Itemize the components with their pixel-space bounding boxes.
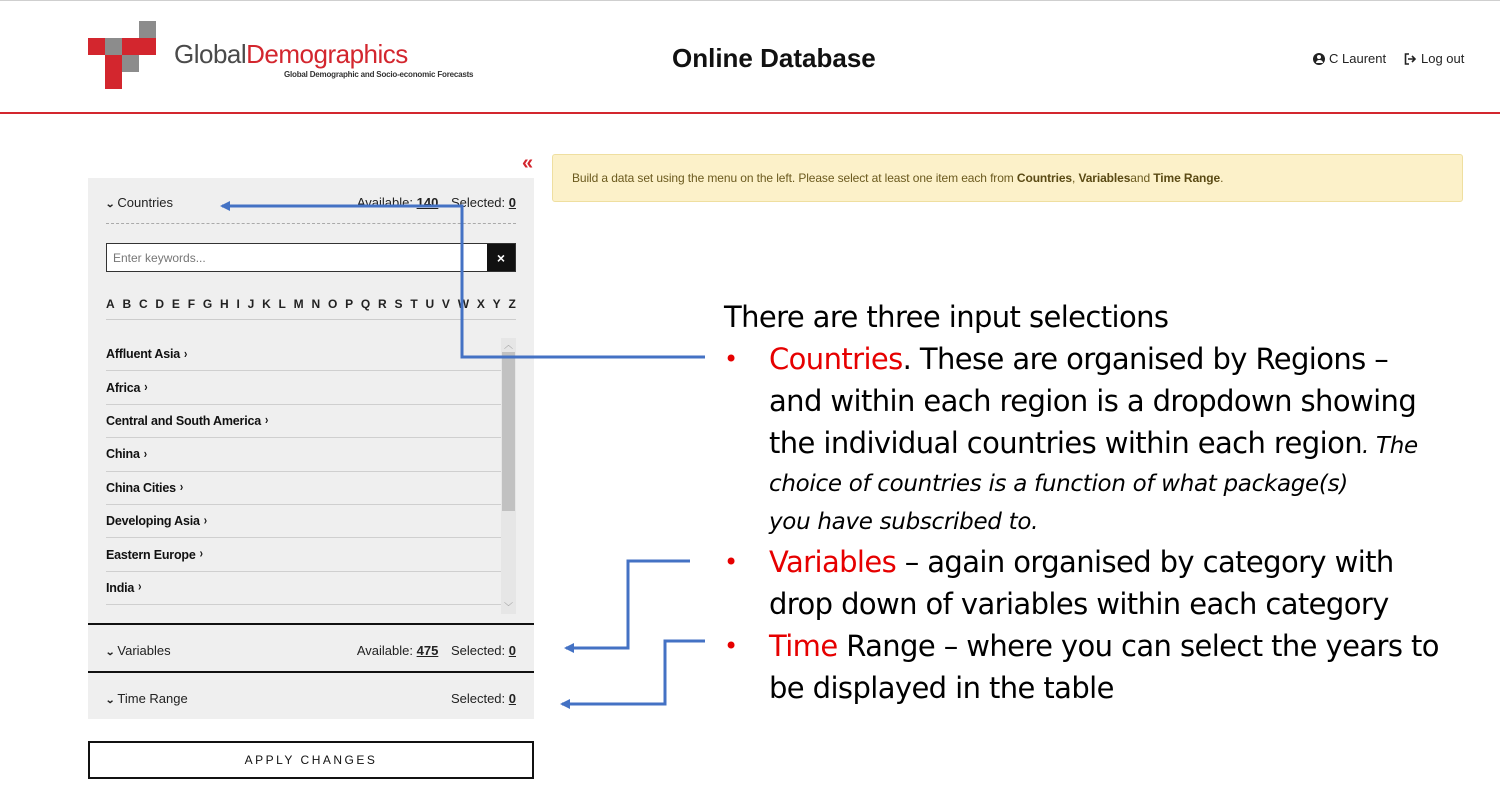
country-search xyxy=(106,243,516,272)
alphabet-letter-z[interactable]: Z xyxy=(508,297,516,311)
alphabet-letter-b[interactable]: B xyxy=(122,297,132,311)
region-item[interactable] xyxy=(106,438,501,471)
countries-available-count[interactable]: 140 xyxy=(416,195,439,210)
chevron-down-icon: ⌄ xyxy=(105,647,116,658)
callout-note: you have subscribed to. xyxy=(769,509,1039,535)
region-item[interactable] xyxy=(106,505,501,538)
variables-label: Variables xyxy=(117,643,171,658)
info-and: and xyxy=(1130,171,1151,185)
variables-available-count[interactable]: 475 xyxy=(416,643,439,658)
callout-bullet-variables xyxy=(724,541,1484,625)
apply-changes-button[interactable]: APPLY CHANGES xyxy=(88,741,534,779)
alphabet-letter-o[interactable]: O xyxy=(327,297,338,311)
callout-countries-keyword: Countries xyxy=(769,342,903,376)
bullet-icon: • xyxy=(724,548,738,576)
region-label: Affluent Asia xyxy=(106,347,181,362)
chevron-right-icon: › xyxy=(265,413,269,429)
callout-text: the individual countries within each region xyxy=(769,426,1362,460)
info-time-range: Time Range xyxy=(1153,171,1221,185)
scroll-down-icon[interactable]: ﹀ xyxy=(503,602,513,612)
chevron-right-icon: › xyxy=(138,580,142,596)
section-divider xyxy=(88,671,534,673)
time-range-label: Time Range xyxy=(117,691,188,706)
chevron-right-icon: › xyxy=(179,480,183,495)
alphabet-letter-m[interactable]: M xyxy=(293,297,304,311)
region-label: China Cities xyxy=(106,480,176,495)
variables-arrow xyxy=(566,561,690,648)
info-countries: Countries xyxy=(1016,171,1073,185)
logo-word-global: Global xyxy=(174,39,247,69)
global-demographics-logo[interactable] xyxy=(88,21,474,91)
selected-label: Selected: xyxy=(450,643,506,658)
chevron-right-icon: › xyxy=(199,547,203,562)
callout-bullet-time-range xyxy=(724,625,1484,709)
bullet-icon: • xyxy=(724,632,738,660)
region-label: Developing Asia xyxy=(106,514,200,529)
alphabet-letter-r[interactable]: R xyxy=(378,297,387,311)
alphabet-letter-q[interactable]: Q xyxy=(360,297,371,311)
alphabet-letter-w[interactable]: W xyxy=(457,297,470,311)
alphabet-letter-n[interactable]: N xyxy=(311,297,321,311)
alphabet-letter-d[interactable]: D xyxy=(155,297,165,311)
callout-text: drop down of variables within each category xyxy=(769,587,1389,621)
alphabet-letter-h[interactable]: H xyxy=(219,297,229,311)
alphabet-letter-e[interactable]: E xyxy=(171,297,180,311)
alphabet-letter-k[interactable]: K xyxy=(262,297,271,311)
selected-label: Selected: xyxy=(450,691,506,706)
chevron-right-icon: › xyxy=(143,447,147,462)
chevron-down-icon: ⌄ xyxy=(105,199,116,210)
instructions-alert xyxy=(552,154,1463,202)
region-label: China xyxy=(106,447,140,462)
alphabet-letter-u[interactable]: U xyxy=(425,297,435,311)
info-text: Build a data set using the menu on the left. Please select at least one item each from xyxy=(572,171,1014,185)
selection-panel xyxy=(88,178,534,719)
bullet-icon: • xyxy=(724,345,738,373)
callout-variables-keyword: Variables xyxy=(769,545,897,579)
alphabet-letter-l[interactable]: L xyxy=(278,297,286,311)
section-divider xyxy=(88,623,534,625)
callout-text: – again organised by category with xyxy=(896,545,1394,579)
user-menu-link[interactable] xyxy=(1313,51,1386,66)
region-item[interactable] xyxy=(106,338,501,371)
chevron-down-icon: ⌄ xyxy=(105,695,116,706)
logout-link[interactable] xyxy=(1404,51,1464,66)
region-list-scrollbar[interactable] xyxy=(501,338,516,614)
logo-mark-icon xyxy=(88,21,158,91)
countries-label: Countries xyxy=(117,195,174,210)
scroll-up-icon[interactable]: ︿ xyxy=(503,340,513,350)
selected-label: Selected: xyxy=(450,195,506,210)
scroll-thumb[interactable] xyxy=(502,352,515,511)
alphabet-letter-s[interactable]: S xyxy=(394,297,403,311)
alphabet-letter-i[interactable]: I xyxy=(236,297,240,311)
available-label: Available: xyxy=(356,195,413,210)
divider xyxy=(106,223,516,224)
region-item[interactable] xyxy=(106,371,501,404)
sign-out-icon xyxy=(1404,53,1417,65)
time-range-arrow xyxy=(562,641,705,704)
logo-wordmark xyxy=(174,39,408,70)
callout-note: choice of countries is a function of what package(s) xyxy=(769,471,1348,497)
region-item[interactable] xyxy=(106,538,501,571)
divider xyxy=(106,319,516,320)
alphabet-letter-j[interactable]: J xyxy=(247,297,255,311)
countries-stats xyxy=(357,195,516,210)
alphabet-letter-v[interactable]: V xyxy=(441,297,450,311)
callout-note: . The xyxy=(1362,433,1418,459)
alphabet-letter-f[interactable]: F xyxy=(187,297,196,311)
callout-bullet-countries xyxy=(724,338,1484,541)
callout-text: be displayed in the table xyxy=(769,671,1114,705)
callout-text: Range – where you can select the years to xyxy=(837,629,1439,663)
region-label: India xyxy=(106,580,135,595)
alphabet-letter-c[interactable]: C xyxy=(138,297,148,311)
time-range-selected-count[interactable]: 0 xyxy=(508,691,516,706)
countries-section-toggle[interactable] xyxy=(106,195,173,210)
variables-stats xyxy=(357,643,516,658)
alphabet-letter-p[interactable]: P xyxy=(345,297,354,311)
callout-time-keyword: Time xyxy=(769,629,838,663)
info-period: . xyxy=(1220,171,1224,185)
user-name-label: C Laurent xyxy=(1329,51,1387,66)
logo-word-demographics: Demographics xyxy=(246,39,408,69)
region-list xyxy=(106,338,501,606)
chevron-right-icon: › xyxy=(144,380,148,395)
variables-selected-count[interactable]: 0 xyxy=(508,643,516,658)
callout-intro: There are three input selections xyxy=(724,300,1169,334)
chevron-right-icon: › xyxy=(203,513,207,529)
info-variables: Variables xyxy=(1078,171,1131,185)
alphabet-letter-t[interactable]: T xyxy=(410,297,418,311)
alphabet-letter-a[interactable]: A xyxy=(106,297,115,311)
alphabet-letter-y[interactable]: Y xyxy=(492,297,501,311)
available-label: Available: xyxy=(356,643,413,658)
page-title: Online Database xyxy=(672,43,876,73)
collapse-sidebar-button[interactable]: « xyxy=(522,152,534,174)
region-label: Eastern Europe xyxy=(106,547,196,562)
alphabet-letter-g[interactable]: G xyxy=(202,297,213,311)
logo-tagline: Global Demographic and Socio-economic Forecasts xyxy=(284,70,474,79)
chevron-right-icon: › xyxy=(184,347,188,362)
country-search-input[interactable] xyxy=(107,244,487,271)
alphabet-letter-x[interactable]: X xyxy=(476,297,485,311)
variables-section-toggle[interactable] xyxy=(106,643,171,658)
time-range-stats xyxy=(451,691,516,706)
info-comma: , xyxy=(1072,171,1076,185)
annotation-callout xyxy=(724,296,1484,709)
logout-label: Log out xyxy=(1421,51,1465,66)
clear-search-button[interactable]: × xyxy=(487,244,515,271)
countries-selected-count[interactable]: 0 xyxy=(508,195,516,210)
callout-text: and within each region is a dropdown showing xyxy=(769,384,1417,418)
app-header xyxy=(0,0,1500,114)
user-circle-icon xyxy=(1313,53,1325,65)
region-item[interactable] xyxy=(106,472,501,505)
callout-text: . These are organised by Regions – xyxy=(902,342,1389,376)
region-label: Central and South America xyxy=(106,413,261,428)
region-label: Africa xyxy=(106,380,141,395)
time-range-section-toggle[interactable] xyxy=(106,691,188,706)
region-item[interactable] xyxy=(106,405,501,438)
region-item[interactable] xyxy=(106,572,501,605)
alphabet-filter xyxy=(106,297,516,311)
